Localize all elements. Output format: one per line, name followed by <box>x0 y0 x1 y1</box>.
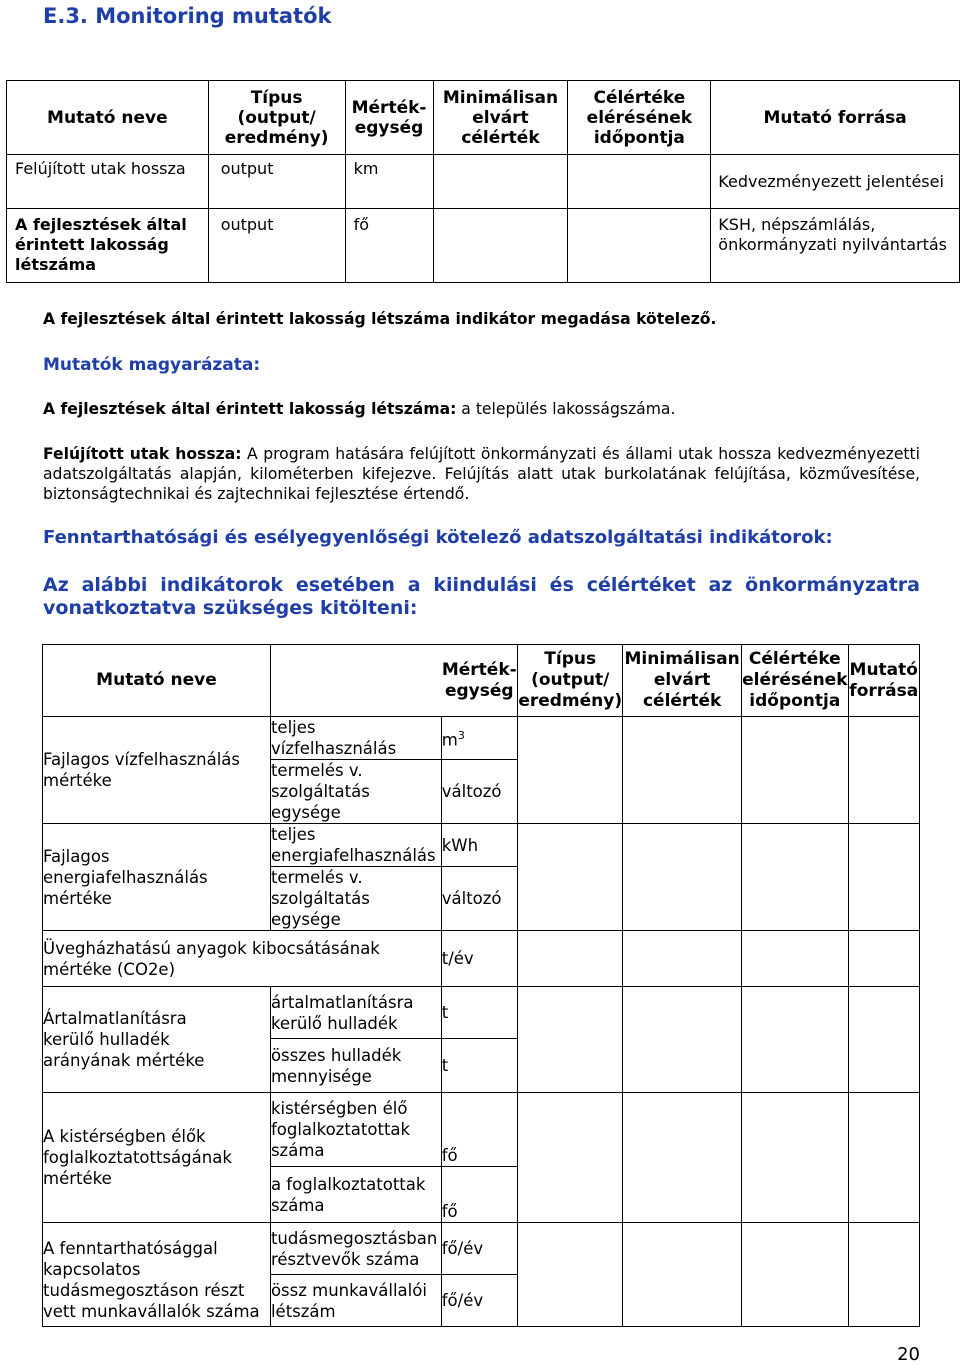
indicator-source <box>848 824 919 931</box>
col-header-date: Célértéke elérésének időpontja <box>742 645 848 717</box>
indicator-unit: km <box>345 155 433 209</box>
fill-note: Az alábbi indikátorok esetében a kiindulási és célértéket az önkormányzatra vonatkoztatva szükséges kitölteni: <box>43 574 920 619</box>
indicator-sub-measure: összes hulladék mennyisége <box>270 1039 441 1093</box>
explanation-text: A program hatására felújított önkormányzati és állami utak hossza kedvezményezetti adatszolgáltatás alapján, kilométerben kifejezve. Felújítás alatt utak burkolatának felújítása, közművesítése, biztonságtechnikai és zajtechnikai fejlesztése értendő. <box>43 445 920 503</box>
indicator-sub-measure: tudásmegosztásban résztvevők száma <box>270 1223 441 1275</box>
table-row <box>43 717 920 760</box>
indicator-name: A kistérségben élők foglalkoztatottságának mértéke <box>43 1093 232 1223</box>
table-header-row <box>43 645 920 717</box>
table-row <box>43 824 920 867</box>
indicator-unit: fő/év <box>441 1275 518 1327</box>
indicator-date <box>568 209 711 283</box>
indicator-unit: t/év <box>441 931 518 987</box>
section-title: E.3. Monitoring mutatók <box>43 4 332 28</box>
mandatory-note: A fejlesztések által érintett lakosság létszáma indikátor megadása kötelező. <box>43 310 717 328</box>
indicator-name: Felújított utak hossza <box>7 155 209 209</box>
col-header-unit: Mérték-egység <box>441 645 518 717</box>
monitoring-table <box>6 80 960 283</box>
indicator-type <box>518 717 623 824</box>
indicator-unit: fő <box>441 1093 518 1167</box>
indicator-unit: fő <box>441 1167 518 1223</box>
col-header-name: Mutató neve <box>7 81 209 155</box>
table-row <box>43 931 920 987</box>
indicator-min <box>623 824 742 931</box>
indicator-name: Ártalmatlanításra kerülő hulladék arányának mértéke <box>43 987 232 1093</box>
indicator-date <box>568 155 711 209</box>
col-header-source: Mutató forrása <box>848 645 919 717</box>
indicator-min <box>623 1093 742 1223</box>
indicator-min <box>623 931 742 987</box>
indicator-sub-measure: teljes energiafelhasználás <box>270 824 441 867</box>
col-header-min: Minimálisan elvárt célérték <box>623 645 742 717</box>
indicator-name: Fajlagos energiafelhasználás mértéke <box>43 824 271 931</box>
indicator-date <box>742 1223 848 1327</box>
indicator-min <box>623 1223 742 1327</box>
indicator-date <box>742 1093 848 1223</box>
indicator-source: Kedvezményezett jelentései <box>711 155 960 209</box>
indicator-date <box>742 987 848 1093</box>
table-row <box>7 209 960 283</box>
col-header-source: Mutató forrása <box>711 81 960 155</box>
indicator-min <box>623 987 742 1093</box>
indicator-type <box>518 987 623 1093</box>
indicator-sub-measure: teljes vízfelhasználás <box>270 717 441 760</box>
explanation-text: a település lakosságszáma. <box>456 400 676 418</box>
indicator-date <box>742 824 848 931</box>
table-row <box>7 155 960 209</box>
indicator-source <box>848 931 919 987</box>
indicator-min <box>433 209 568 283</box>
explanation-population <box>43 399 923 419</box>
explanation-term: Felújított utak hossza: <box>43 445 242 463</box>
col-header-type: Típus (output/ eredmény) <box>208 81 345 155</box>
indicator-sub-measure: ártalmatlanításra kerülő hulladék <box>270 987 441 1039</box>
col-header-date: Célértéke elérésének időpontja <box>568 81 711 155</box>
indicator-unit: változó <box>441 760 518 824</box>
indicator-type <box>518 824 623 931</box>
indicator-date <box>742 717 848 824</box>
indicator-sub-measure: össz munkavállalói létszám <box>270 1275 441 1327</box>
indicator-unit: fő <box>345 209 433 283</box>
sustainability-title: Fenntarthatósági és esélyegyenlőségi kötelező adatszolgáltatási indikátorok: <box>43 527 833 548</box>
indicator-unit: $m^3$ <box>441 717 518 760</box>
indicator-unit: fő/év <box>441 1223 518 1275</box>
explanation-roads <box>43 444 920 504</box>
indicator-source <box>848 987 919 1093</box>
explanations-title: Mutatók magyarázata: <box>43 355 261 375</box>
page-number: 20 <box>897 1344 920 1365</box>
indicator-name: Üvegházhatású anyagok kibocsátásának mértéke (CO2e) <box>43 931 442 987</box>
indicator-unit: t <box>441 1039 518 1093</box>
table-row <box>43 1093 920 1167</box>
indicator-unit: változó <box>441 867 518 931</box>
indicator-unit: kWh <box>441 824 518 867</box>
sustainability-table <box>42 644 920 1327</box>
indicator-sub-measure: termelés v. szolgáltatás egysége <box>270 760 441 824</box>
indicator-type: output <box>208 209 345 283</box>
indicator-source <box>848 1093 919 1223</box>
col-header-min: Minimálisan elvárt célérték <box>433 81 568 155</box>
indicator-sub-measure: a foglalkoztatottak száma <box>270 1167 441 1223</box>
indicator-type <box>518 931 623 987</box>
explanation-term: A fejlesztések által érintett lakosság létszáma: <box>43 400 457 418</box>
indicator-source <box>848 717 919 824</box>
indicator-source <box>848 1223 919 1327</box>
indicator-sub-measure: termelés v. szolgáltatás egysége <box>270 867 441 931</box>
indicator-type <box>518 1093 623 1223</box>
indicator-date <box>742 931 848 987</box>
indicator-name: A fejlesztések által érintett lakosság létszáma <box>7 209 209 283</box>
indicator-type <box>518 1223 623 1327</box>
table-row <box>43 987 920 1039</box>
indicator-type: output <box>208 155 345 209</box>
col-header-unit: Mérték-egység <box>345 81 433 155</box>
indicator-min <box>433 155 568 209</box>
indicator-sub-measure: kistérségben élő foglalkoztatottak száma <box>270 1093 441 1167</box>
indicator-name: A fenntarthatósággal kapcsolatos tudásmegosztáson részt vett munkavállalók száma <box>43 1223 271 1327</box>
col-header-name: Mutató neve <box>43 645 271 717</box>
indicator-source: KSH, népszámlálás, önkormányzati nyilvántartás <box>711 209 960 283</box>
table-row <box>43 1223 920 1275</box>
indicator-name: Fajlagos vízfelhasználás mértéke <box>43 717 271 824</box>
indicator-unit: t <box>441 987 518 1039</box>
table-header-row <box>7 81 960 155</box>
col-header-type: Típus (output/ eredmény) <box>518 645 623 717</box>
indicator-min <box>623 717 742 824</box>
